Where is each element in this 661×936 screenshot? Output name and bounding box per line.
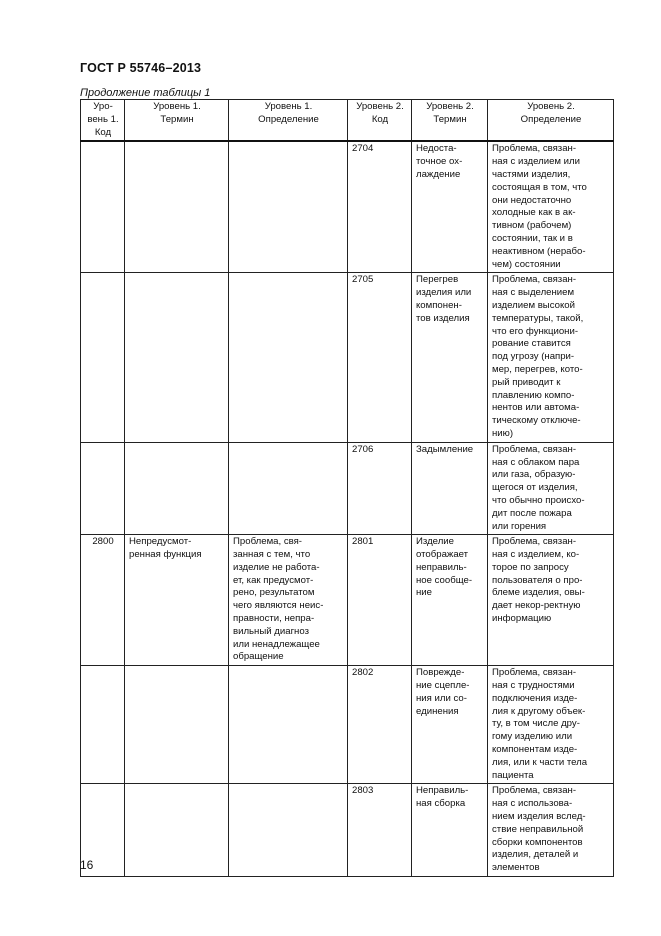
level2-term: Задымление	[412, 442, 488, 535]
header-level1-term: Уровень 1. Термин	[125, 100, 229, 142]
document-header: ГОСТ Р 55746–2013	[80, 61, 202, 75]
level1-term	[125, 442, 229, 535]
level1-definition	[229, 141, 348, 272]
level2-term: Изделие отображает неправиль- ное сообще- ние	[412, 535, 488, 666]
level1-definition	[229, 442, 348, 535]
level1-definition	[229, 666, 348, 784]
level2-term: Перегрев изделия или компонен- тов изделия	[412, 273, 488, 442]
header-level1-definition: Уровень 1. Определение	[229, 100, 348, 142]
header-level1-code: Уро- вень 1. Код	[81, 100, 125, 142]
table-row	[81, 141, 614, 272]
terms-table	[80, 99, 614, 877]
table-header-row	[81, 100, 614, 142]
level2-term: Недоста- точное ох- лаждение	[412, 141, 488, 272]
level2-definition: Проблема, связан- ная с использова- нием изделия вслед- ствие неправильной сборки компонентов изделия, деталей и элементов	[488, 784, 614, 877]
level1-code	[81, 141, 125, 272]
level1-term	[125, 141, 229, 272]
level1-definition: Проблема, свя- занная с тем, что изделие не работа- ет, как предусмот- рено, результатом чего являются неис- правности, непра- вильный диагноз или ненадлежащее обращение	[229, 535, 348, 666]
level2-definition: Проблема, связан- ная с изделием или частями изделия, состоящая в том, что они недостаточно холодные как в ак- тивном (рабочем) состоянии, так и в неактивном (нерабо- чем) состоянии	[488, 141, 614, 272]
level1-code	[81, 442, 125, 535]
page-number: 16	[80, 858, 94, 872]
header-level2-term: Уровень 2. Термин	[412, 100, 488, 142]
header-level2-code: Уровень 2. Код	[348, 100, 412, 142]
level2-definition: Проблема, связан- ная с облаком пара или газа, образую- щегося от изделия, что обычно происхо- дит после пожара или горения	[488, 442, 614, 535]
level1-definition	[229, 273, 348, 442]
level1-term	[125, 273, 229, 442]
level2-code: 2704	[348, 141, 412, 272]
table-row	[81, 666, 614, 784]
level1-term: Непредусмот- ренная функция	[125, 535, 229, 666]
header-level2-definition: Уровень 2. Определение	[488, 100, 614, 142]
level2-code: 2706	[348, 442, 412, 535]
level2-term: Поврежде- ние сцепле- ния или со- единения	[412, 666, 488, 784]
level1-term	[125, 784, 229, 877]
level2-definition: Проблема, связан- ная с трудностями подключения изде- лия к другому объек- ту, в том числе дру- гому изделию или компонентам изде- лия, или к части тела пациента	[488, 666, 614, 784]
level2-definition: Проблема, связан- ная с изделием, ко- торое по запросу пользователя о про- блеме изделия, овы- дает некор-ректную информацию	[488, 535, 614, 666]
table-caption: Продолжение таблицы 1	[80, 87, 211, 99]
level2-code: 2705	[348, 273, 412, 442]
level1-code: 2800	[81, 535, 125, 666]
level2-definition: Проблема, связан- ная с выделением изделием высокой температуры, такой, что его функциони- рование ставится под угрозу (напри- мер, перегрев, кото- рый приводит к плавлению компо- нентов или автома- тическому отключе- нию)	[488, 273, 614, 442]
level2-code: 2801	[348, 535, 412, 666]
table-row	[81, 442, 614, 535]
table-row	[81, 273, 614, 442]
level2-term: Неправиль- ная сборка	[412, 784, 488, 877]
table-row	[81, 784, 614, 877]
level1-code	[81, 666, 125, 784]
table-row	[81, 535, 614, 666]
level1-definition	[229, 784, 348, 877]
level1-code	[81, 273, 125, 442]
level2-code: 2803	[348, 784, 412, 877]
level2-code: 2802	[348, 666, 412, 784]
level1-term	[125, 666, 229, 784]
